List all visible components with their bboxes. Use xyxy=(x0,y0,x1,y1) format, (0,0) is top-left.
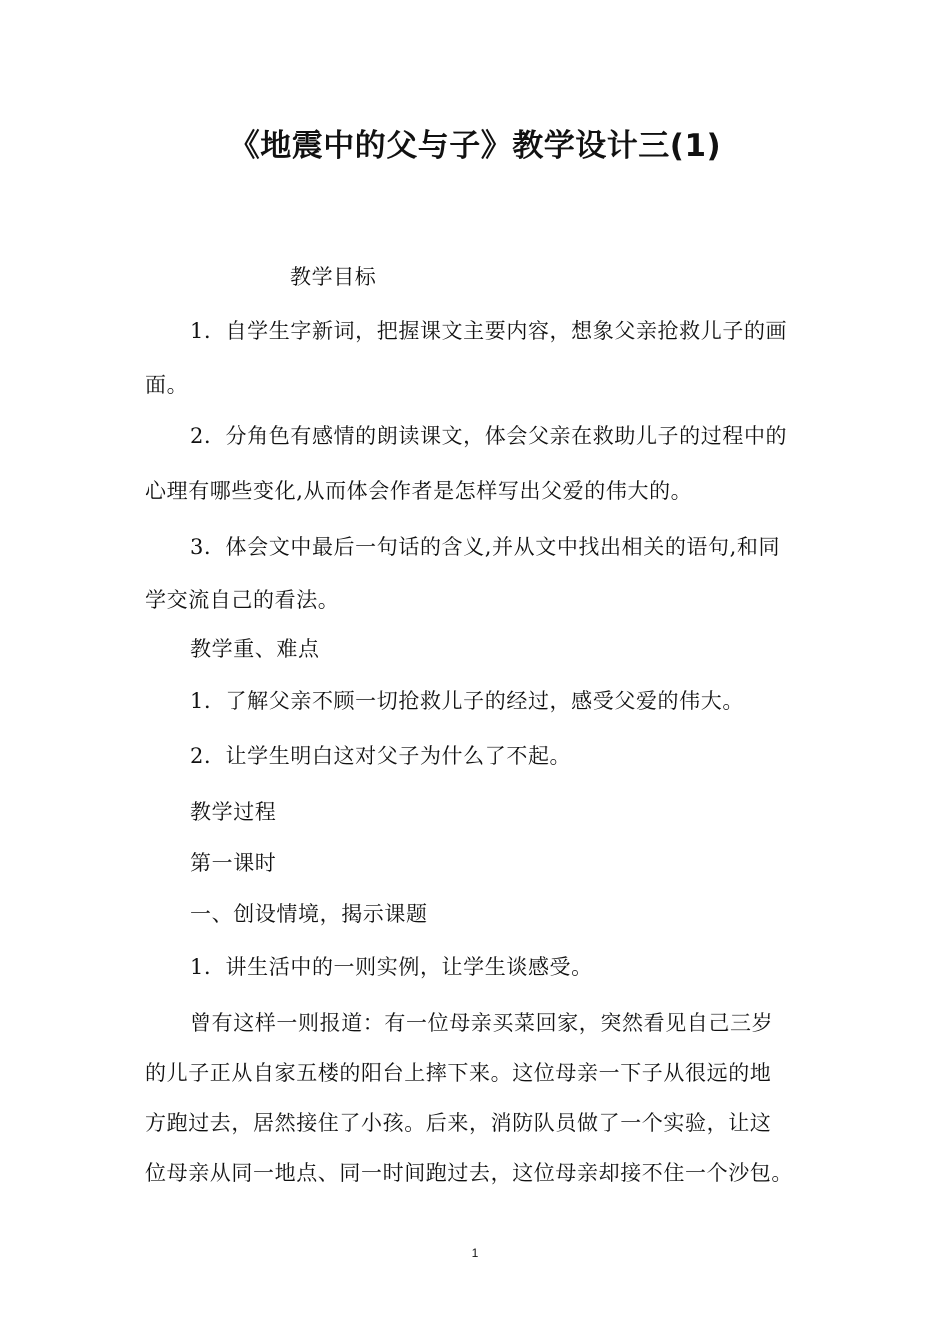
paragraph-line: 位母亲从同一地点、同一时间跑过去，这位母亲却接不住一个沙包。 xyxy=(145,1161,793,1185)
paragraph-line: 2．分角色有感情的朗读课文，体会父亲在救助儿子的过程中的 xyxy=(190,424,788,448)
heading-key-points: 教学重、难点 xyxy=(190,637,320,661)
paragraph-line: 方跑过去，居然接住了小孩。后来，消防队员做了一个实验，让这 xyxy=(145,1111,772,1135)
paragraph-line: 3．体会文中最后一句话的含义,并从文中找出相关的语句,和同 xyxy=(190,535,781,559)
paragraph-line: 1．了解父亲不顾一切抢救儿子的经过，感受父爱的伟大。 xyxy=(190,689,744,713)
paragraph-line: 1．自学生字新词，把握课文主要内容，想象父亲抢救儿子的画 xyxy=(190,319,788,343)
paragraph-line: 2．让学生明白这对父子为什么了不起。 xyxy=(190,744,572,768)
heading-first-lesson: 第一课时 xyxy=(190,851,277,875)
page-number: 1 xyxy=(471,1246,479,1260)
heading-teaching-goals: 教学目标 xyxy=(290,265,377,289)
heading-section-one: 一、创设情境，揭示课题 xyxy=(190,902,428,926)
paragraph-line: 面。 xyxy=(145,373,189,397)
paragraph-line: 心理有哪些变化,从而体会作者是怎样写出父爱的伟大的。 xyxy=(145,479,693,503)
paragraph-line: 的儿子正从自家五楼的阳台上摔下来。这位母亲一下子从很远的地 xyxy=(145,1061,772,1085)
paragraph-line: 曾有这样一则报道：有一位母亲买菜回家，突然看见自己三岁 xyxy=(190,1011,774,1035)
document-title: 《地震中的父与子》教学设计三(1) xyxy=(228,128,722,164)
paragraph-line: 1．讲生活中的一则实例，让学生谈感受。 xyxy=(190,955,593,979)
paragraph-line: 学交流自己的看法。 xyxy=(145,588,340,612)
heading-teaching-process: 教学过程 xyxy=(190,800,277,824)
